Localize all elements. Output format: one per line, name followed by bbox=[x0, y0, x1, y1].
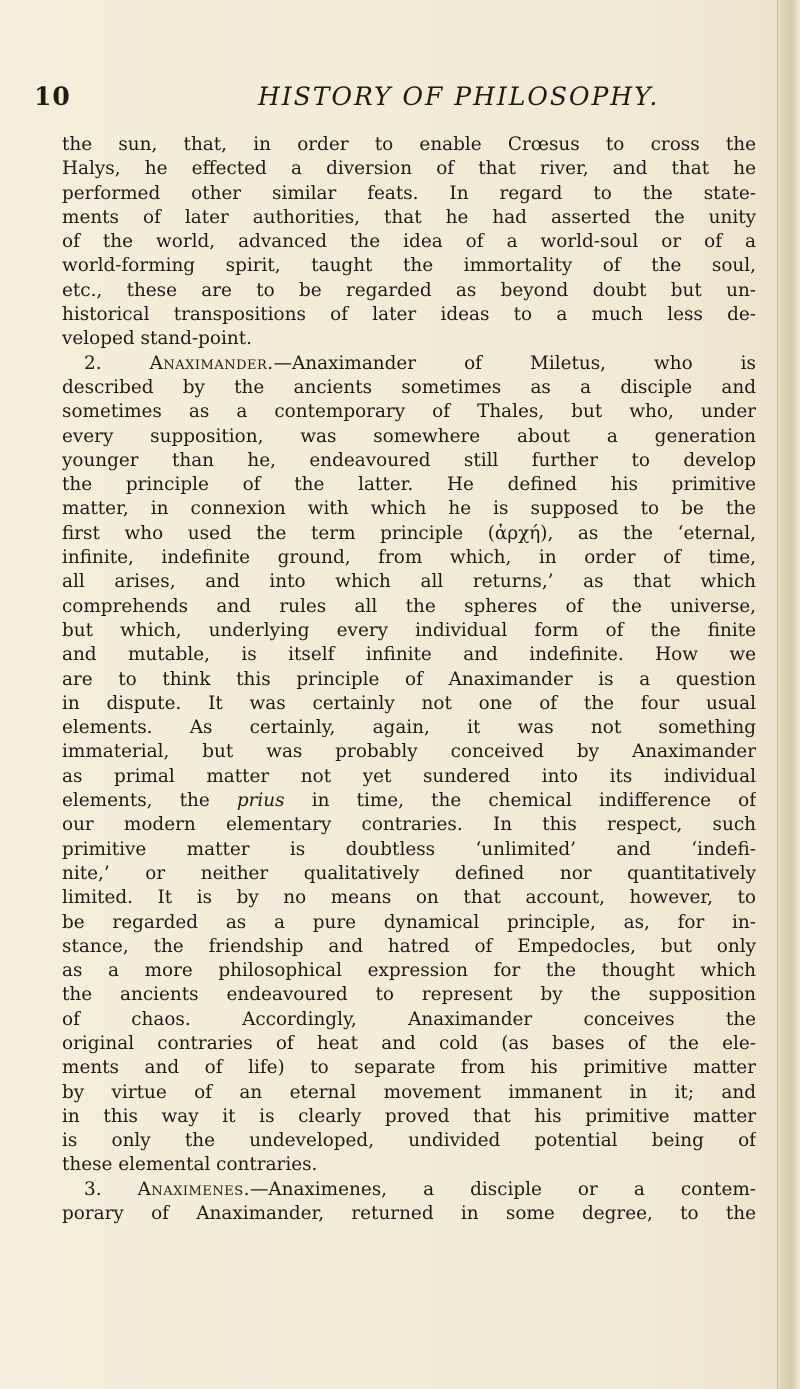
section-2-first-line bbox=[62, 352, 756, 376]
text-line: limited. It is by no means on that account, however, to bbox=[62, 887, 756, 909]
text-line: stance, the friendship and hatred of Empedocles, but only bbox=[62, 935, 756, 957]
text-line: the sun, that, in order to enable Crœsus to cross the bbox=[62, 134, 756, 155]
text-line: described by the ancients sometimes as a disciple and bbox=[62, 376, 756, 398]
text-line: of the world, advanced the idea of a world-soul or of a bbox=[62, 231, 756, 253]
text-line: comprehends and rules all the spheres of the universe, bbox=[62, 595, 756, 617]
text-line: original contraries of heat and cold (as bases of the ele- bbox=[62, 1032, 756, 1054]
text-line: the principle of the latter. He defined his primitive bbox=[62, 474, 756, 496]
text-line: but which, underlying every individual form of the finite bbox=[62, 619, 756, 641]
text-line: the ancients endeavoured to represent by the supposition bbox=[62, 984, 756, 1006]
prius-line-after: in time, the chemical indifference of bbox=[284, 790, 756, 812]
page-gutter bbox=[777, 0, 800, 1389]
text-line: our modern elementary contraries. In this respect, such bbox=[62, 814, 756, 836]
text-line: younger than he, endeavoured still further to develop bbox=[62, 449, 756, 471]
section-2-heading: Anaximander. bbox=[149, 352, 274, 374]
text-line: immaterial, but was probably conceived by Anaximander bbox=[62, 741, 756, 763]
text-line: infinite, indefinite ground, from which, in order of time, bbox=[62, 547, 756, 569]
text-line: in this way it is clearly proved that his primitive matter bbox=[62, 1105, 756, 1127]
text-line: ments of later authorities, that he had asserted the unity bbox=[62, 206, 756, 228]
section-2-number: 2. bbox=[84, 352, 102, 374]
running-head: HISTORY OF PHILOSOPHY. bbox=[258, 82, 660, 111]
text-line: historical transpositions of later ideas to a much less de- bbox=[62, 304, 756, 326]
prius-italic: prius bbox=[236, 790, 285, 812]
text-line: by virtue of an eternal movement immanent in it; and bbox=[62, 1081, 756, 1103]
text-line: porary of Anaximander, returned in some degree, to the bbox=[62, 1203, 756, 1225]
page-number: 10 bbox=[34, 82, 71, 111]
text-line: elements. As certainly, again, it was not something bbox=[62, 717, 756, 739]
text-line: are to think this principle of Anaximander is a question bbox=[62, 668, 756, 690]
section-3-heading: Anaximenes. bbox=[137, 1178, 250, 1200]
text-line: nite,’ or neither qualitatively defined nor quantitatively bbox=[62, 862, 756, 884]
text-line: all arises, and into which all returns,’ as that which bbox=[62, 571, 756, 593]
section-3-first-line bbox=[62, 1178, 756, 1202]
text-line: world-forming spirit, taught the immortality of the soul, bbox=[62, 255, 756, 277]
text-line: in dispute. It was certainly not one of the four usual bbox=[62, 692, 756, 714]
text-line: etc., these are to be regarded as beyond doubt but un- bbox=[62, 279, 756, 301]
text-line: be regarded as a pure dynamical principle, as, for in- bbox=[62, 911, 756, 933]
text-line: these elemental contraries. bbox=[62, 1154, 318, 1176]
text-line: every supposition, was somewhere about a generation bbox=[62, 425, 756, 447]
text-line: as a more philosophical expression for the thought which bbox=[62, 960, 756, 982]
body-text bbox=[62, 133, 756, 1226]
text-line: performed other similar feats. In regard to the state- bbox=[62, 182, 756, 204]
text-line: of chaos. Accordingly, Anaximander conceives the bbox=[62, 1008, 756, 1030]
text-line: veloped stand-point. bbox=[62, 328, 252, 350]
prius-line-before: elements, the bbox=[62, 790, 237, 812]
text-line: is only the undeveloped, undivided potential being of bbox=[62, 1130, 756, 1152]
page-header bbox=[34, 82, 774, 118]
text-line: matter, in connexion with which he is supposed to be the bbox=[62, 498, 756, 520]
section-3-number: 3. bbox=[84, 1178, 102, 1200]
text-line: and mutable, is itself infinite and indefinite. How we bbox=[62, 644, 756, 666]
section-3-first-line-text: —Anaximenes, a disciple or a contem- bbox=[249, 1178, 756, 1200]
prius-line bbox=[62, 789, 756, 813]
text-line: sometimes as a contemporary of Thales, but who, under bbox=[62, 401, 756, 423]
text-line: Halys, he effected a diversion of that river, and that he bbox=[62, 158, 756, 180]
text-line: first who used the term principle (ἀρχή), as the ‘eternal, bbox=[62, 522, 756, 544]
text-line: primitive matter is doubtless ‘unlimited’ and ‘indefi- bbox=[62, 838, 756, 860]
text-line: as primal matter not yet sundered into its individual bbox=[62, 765, 756, 787]
text-line: ments and of life) to separate from his primitive matter bbox=[62, 1057, 756, 1079]
section-2-first-line-text: —Anaximander of Miletus, who is bbox=[273, 352, 756, 374]
